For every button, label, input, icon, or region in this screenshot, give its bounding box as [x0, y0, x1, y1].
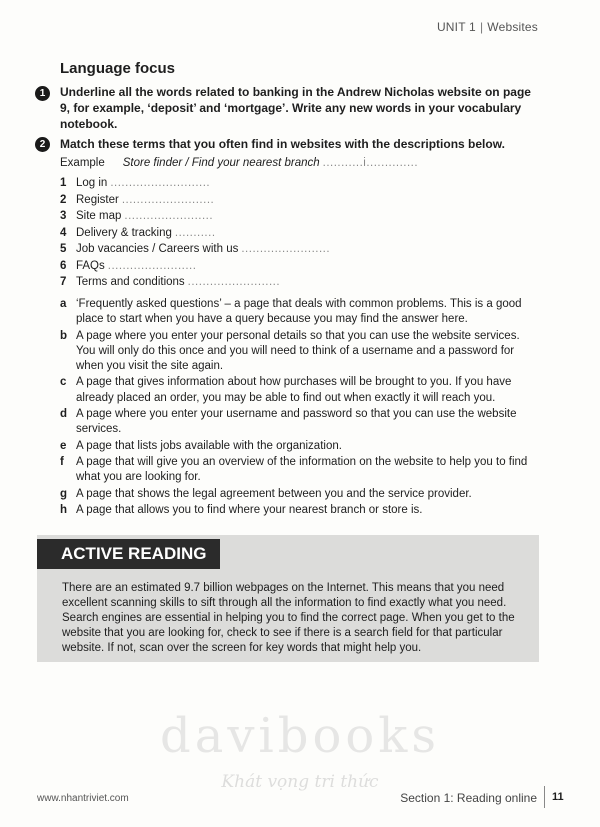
term-item: [60, 274, 330, 291]
description-text: A page that will give you an overview of the information on the website to help you to find what you are looking for.: [76, 455, 528, 484]
description-text: A page that lists jobs available with the organization.: [76, 439, 342, 452]
term-answer-blank: .........................: [121, 193, 215, 206]
term-item: [60, 225, 330, 242]
description-item: [60, 455, 540, 485]
description-item: [60, 297, 540, 327]
active-reading-heading: ACTIVE READING: [37, 539, 220, 569]
term-answer-blank: ...........: [174, 226, 216, 239]
term-answer-blank: ........................: [107, 259, 197, 272]
term-number: 7: [60, 276, 67, 288]
footer-url: www.nhantriviet.com: [37, 793, 129, 804]
description-letter: b: [60, 329, 68, 342]
term-answer-blank: ...........................: [110, 177, 211, 189]
description-text: A page where you enter your personal details so that you can use the website services. You will only do this once and you will need to think of a username and a password for when you visit the site again.: [76, 329, 520, 372]
description-letter: a: [60, 298, 67, 310]
term-answer-blank: ........................: [124, 210, 214, 222]
description-text: A page where you enter your username and password so that you can use the website services.: [76, 407, 517, 436]
description-text: A page that gives information about how purchases will be brought to you. If you have already placed an order, you may be able to find out when exactly it will reach you.: [76, 376, 512, 404]
exercise-1-number-badge: 1: [35, 86, 50, 101]
term-item: [60, 258, 330, 275]
term-text: Register: [76, 193, 119, 206]
page-number: 11: [552, 791, 564, 803]
description-item: [60, 407, 540, 437]
watermark-logo: davibooks: [159, 708, 441, 764]
descriptions-list: [60, 297, 540, 519]
description-letter: f: [60, 455, 64, 468]
term-number: 1: [60, 177, 67, 189]
terms-list: [60, 175, 330, 291]
description-text: A page that shows the legal agreement between you and the service provider.: [76, 487, 472, 500]
description-text: A page that allows you to find where your nearest branch or store is.: [76, 503, 423, 516]
description-letter: e: [60, 439, 67, 452]
example-answer: Store finder / Find your nearest branch: [122, 157, 320, 169]
running-header: [437, 20, 538, 34]
term-number: 4: [60, 226, 67, 239]
unit-topic: Websites: [487, 20, 538, 34]
term-item: [60, 208, 330, 225]
description-text: ‘Frequently asked questions’ – a page that deals with common problems. This is a good place to start when you have a query because you may find the answer here.: [76, 298, 522, 326]
description-item: [60, 503, 540, 518]
term-answer-blank: ........................: [241, 243, 331, 255]
footer-section-label: Section 1: Reading online: [400, 791, 537, 805]
term-text: Log in: [76, 177, 108, 189]
term-answer-blank: .........................: [187, 276, 281, 288]
description-item: [60, 439, 540, 454]
example-answer-blank: ...........i..............: [322, 157, 419, 169]
term-text: Delivery & tracking: [76, 226, 172, 239]
description-item: [60, 375, 540, 405]
section-title: Language focus: [60, 60, 176, 77]
exercise-1-instruction: Underline all the words related to banking in the Andrew Nicholas website on page 9, for example, ‘deposit’ and ‘mortgage’. Write any new words in your vocabulary notebook.: [60, 85, 531, 131]
description-item: [60, 329, 540, 375]
header-separator: |: [479, 20, 484, 34]
exercise-2-number-badge: 2: [35, 137, 50, 152]
term-text: Job vacancies / Careers with us: [76, 243, 239, 255]
watermark-tagline: Khát vọng tri thức: [221, 772, 379, 792]
term-number: 2: [60, 193, 67, 206]
unit-label: UNIT 1: [436, 20, 476, 34]
term-text: Terms and conditions: [76, 276, 185, 288]
term-item: [60, 175, 330, 192]
description-letter: h: [60, 503, 68, 516]
active-reading-body: There are an estimated 9.7 billion webpages on the Internet. This means that you need excellent scanning skills to sift through all the information to find exactly what you need. Search engines are essential in helping you to find the correct page. When you get to the website that you are looking for, check to see if there is a search field for that particular website. If not, scan over the screen for key words that might help you.: [62, 582, 515, 654]
term-number: 5: [60, 243, 67, 255]
term-item: [60, 241, 330, 258]
term-number: 3: [60, 210, 67, 222]
description-item: [60, 487, 540, 502]
description-letter: g: [60, 487, 68, 500]
term-text: Site map: [76, 210, 122, 222]
term-item: [60, 192, 330, 209]
term-number: 6: [60, 259, 67, 272]
example-line: [60, 157, 418, 169]
example-label: Example: [60, 157, 105, 169]
description-letter: c: [60, 376, 67, 389]
exercise-2-instruction: Match these terms that you often find in websites with the descriptions below.: [60, 137, 505, 151]
term-text: FAQs: [76, 259, 105, 272]
description-letter: d: [60, 407, 68, 420]
footer-divider: [544, 786, 545, 808]
